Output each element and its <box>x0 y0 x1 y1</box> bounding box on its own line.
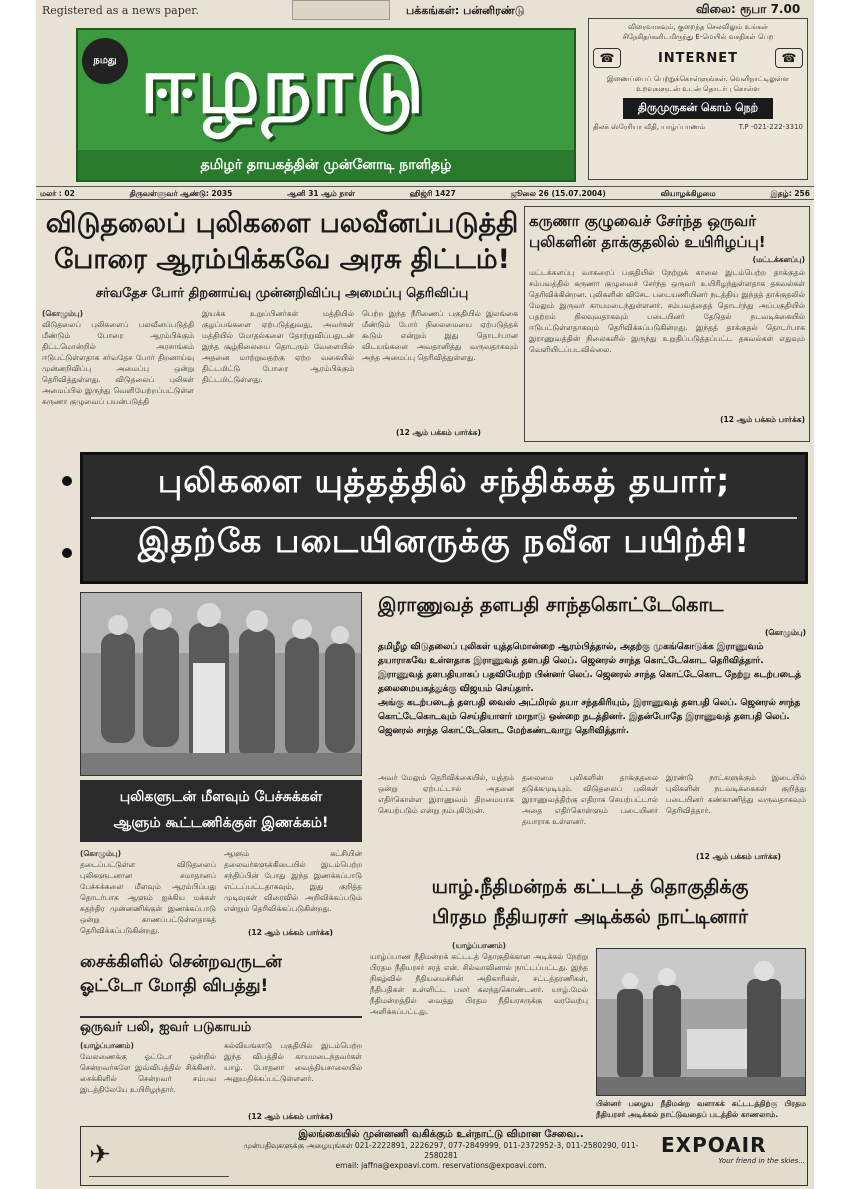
karuna-continued: (12 ஆம் பக்கம் பார்க்க) <box>720 415 805 424</box>
expoair-email: email: jaffna@expoavi.com. reservations@expoavi.com. <box>335 1161 547 1170</box>
ad-address: திலக் ஸ்ரேரியா வீதி, யாழ்ப்பாணம் <box>593 123 706 131</box>
banner-divider <box>91 517 797 519</box>
newspaper-page <box>36 0 814 1189</box>
ltte-headline-line-2: போரை ஆரம்பிக்கவே அரசு திட்டம்! <box>54 244 510 275</box>
army-column-a: அவர் மேலும் தெரிவிக்கையில், யுத்தம் ஒன்று ஏற்பட்டால் அதனை எதிர்கொள்ள இராணுவம் திறமையாக செயற்படும் என்று நம்புகிறேன். <box>378 773 514 815</box>
telephone-icon: ☎ <box>775 48 803 68</box>
ltte-column-1 <box>42 308 194 438</box>
dateline-weekday: வியாழக்கிழமை <box>660 189 716 198</box>
ltte-continued: (12 ஆம் பக்கம் பார்க்க) <box>396 428 481 437</box>
dateline-bar <box>36 186 814 200</box>
karuna-body: மட்டக்களப்பு வாகரைப் பகுதியில் நேற்றுக் காலை இடம்பெற்ற தாக்குதல் சம்பவத்தில் கருணா குழுவைச் சேர்ந்த ஒருவர் உயிரிழந்துள்ளதாக தகவல்கள் தெரிவிக்கின்றன. புலிகளின் விசேட படையணியினர் நடத்திய இந்தத் தாக்குதலில் மேலும் இருவர் காயமடைந்துள்ளனர். சம்பவத்தைத் தொடர்ந்து அப்பகுதியில் பதற்றம் நிலவுவதாகவும் படையினர் தேடுதல் நடவடிக்கையில் ஈடுபட்டுள்ளதாகவும் தெரிவிக்கப்படுகின்றது. இந்தத் தாக்குதல் தொடர்பாக இராணுவத்தின் நிலைகளில் இருந்து உறுதிப்படுத்தப்பட்ட தகவல்கள் எதுவும் வெளியிடப்படவில்லை. <box>529 268 805 354</box>
army-column-b: தலைமை புலிகளின் தாக்குதலை தடுக்கமுடியும். விடுதலைப் புலிகள் இராணுவத்திற்கு எதிராக செயற்பட்டால் அதை எதிர்கொள்ளும் படையினர் தயாராக உள்ளனர். <box>522 773 658 826</box>
cycle-column-1 <box>80 1040 216 1122</box>
court-body-text: யாழ்ப்பாண நீதிமன்றக் கட்டடத் தொகுதிக்கான அடிக்கல் நேற்று பிரதம நீதியரசர் சரத் என். சில்வாவினால் நாட்டப்பட்டது. இந்த நிகழ்வில் நீதியமைச்சின் அதிகாரிகள், சட்டத்தரணிகள், நீதிபதிகள் உள்ளிட்ட பலர் கலந்துகொண்டனர். யாழ்.மேல் நீதிமன்றத்தில் வைத்து பிரதம நீதியரசருக்கு வரவேற்பு அளிக்கப்பட்டது. <box>370 952 588 1016</box>
court-body <box>370 940 588 1122</box>
ltte-headline-line-1: விடுதலைப் புலிகளை பலவீனப்படுத்தி <box>45 208 519 239</box>
court-headline-line-2: பிரதம நீதியரசர் அடிக்கல் நாட்டினார் <box>432 906 748 928</box>
ltte-place: (கொழும்பு) <box>42 309 84 318</box>
expoair-ad-text <box>231 1129 651 1171</box>
cycle-headline <box>80 950 362 998</box>
ad-top-text: விரைவாகவும், குறைந்த செலவிலும் உங்கள் சிநேகிதர்களிடமிருந்து E-மெயில் வசதிகள் பெற <box>622 23 774 41</box>
court-photo-figures <box>597 949 806 1096</box>
karuna-headline: கருணா குழுவைச் சேர்ந்த ஒருவர் புலிகளின் தாக்குதலில் உயிரிழப்பு! <box>529 212 766 251</box>
talks-headline-line-1: புலிகளுடன் மீளவும் பேச்சுக்கள் <box>119 789 323 805</box>
cycle-continued: (12 ஆம் பக்கம் பார்க்க) <box>248 1112 333 1121</box>
talks-headline-line-2: ஆளும் கூட்டணிக்குள் இணக்கம்! <box>113 815 329 831</box>
ad-internet-label: INTERNET <box>657 50 739 66</box>
army-body <box>378 626 806 738</box>
ad-brand: திருமுருகன் கொம் நெற் <box>623 98 773 119</box>
airplane-icon: ✈ <box>89 1137 229 1177</box>
masthead-logo <box>76 28 576 182</box>
army-continued: (12 ஆம் பக்கம் பார்க்க) <box>696 852 781 861</box>
ink-stamp <box>292 0 390 20</box>
main-banner <box>80 452 808 584</box>
logo-small-label: நமது <box>82 38 128 84</box>
ad-phone: T.P -021-222-3310 <box>738 123 803 131</box>
dateline-day: ஆனி 31 ஆம் நாள் <box>287 189 355 198</box>
cycle-column-2: கல்வியங்காடு பகுதியில் இடம்பெற்ற இந்த விபத்தில் காயமடைந்தவர்கள் யாழ். போதனா வைத்தியசாலையில் அனுமதிக்கப்பட்டுள்ளனர். <box>224 1041 362 1083</box>
binding-hole <box>62 476 72 486</box>
court-place: (யாழ்ப்பாணம்) <box>452 941 506 950</box>
page-count: பக்கங்கள்: பன்னிரண்டு <box>406 4 525 17</box>
ltte-headline <box>42 206 522 278</box>
army-column-c: இரண்டு நாட்களுக்கும் இடையில் புலிகளின் நடவடிக்கைகள் குறித்து படையினர் கண்காணித்து வருவதாகவும் தெரிவித்தார். <box>666 773 806 815</box>
newspaper-tagline: தமிழர் தாயகத்தின் முன்னோடி நாளிதழ் <box>78 150 574 180</box>
expoair-brand: EXPOAIR <box>661 1133 767 1157</box>
court-caption: பின்னர் பழைய நீதிமன்ற வளாகக் கட்டடத்திற்கு பிரதம நீதியரசர் அடிக்கல் நாட்டுவதைப் படத்தில் காணலாம். <box>596 1099 806 1119</box>
expoair-ad <box>80 1126 808 1186</box>
karuna-story-box <box>524 206 810 442</box>
court-ceremony-photo <box>596 948 806 1096</box>
dateline-malar: மலர் : 02 <box>40 189 75 198</box>
cycle-headline-line-2: ஓட்டோ மோதி விபத்து! <box>80 976 269 996</box>
army-para-3: அங்கு கடற்படைத் தளபதி வைஸ் அட்மிரல் தயா சந்தகிரியும், இராணுவத் தளபதி லெப். ஜெனரல் சாந்த கொட்டேகொடவும் செய்தியாளர் மாநாடு ஒன்றை நடத்தினர். இதன்போதே இராணுவத் தளபதி லெப். ஜெனரல் சாந்த கொட்டேகொட மேற்கண்டவாறு தெரிவித்தார். <box>378 698 801 736</box>
talks-column-1 <box>80 848 216 940</box>
expoair-logo <box>661 1133 805 1179</box>
ltte-column-3: பெற்ற இந்த நீரிணைப் பகுதியில் இலங்கை மீண்டும் போர் நிலைமையை ஏற்படுத்தக் கூடும் என்றும் இது தொடர்பான விடயங்களை அவதானித்து வருவதாகவும் அந்த அமைப்பு தெரிவித்துள்ளது. <box>362 309 518 362</box>
dateline-issue: இதழ்: 256 <box>770 189 810 198</box>
army-para-1: தமிழீழ விடுதலைப் புலிகள் யுத்தமொன்றை ஆரம்பித்தால், அதற்கு முகங்கொடுக்க இராணுவம் தயாராகவே உள்ளதாக இராணுவத் தளபதி லெப். ஜெனரல் சாந்த கொட்டேகொட தெரிவித்தார். <box>378 642 764 666</box>
dateline-date: ஜூலை 26 (15.07.2004) <box>510 189 606 198</box>
ad-internet-row <box>593 48 803 68</box>
cycle-subhead: ஒருவர் பலி, ஐவர் படுகாயம் <box>80 1016 362 1036</box>
expoair-slogan: Your friend in the skies... <box>718 1157 805 1165</box>
cycle-place: (யாழ்ப்பாணம்) <box>80 1041 134 1050</box>
court-headline <box>370 872 810 932</box>
expoair-headline: இலங்கையில் முன்னணி வகிக்கும் உள்நாட்டு விமான சேவை.. <box>298 1129 584 1140</box>
talks-column-1-text: தடைப்பட்டுள்ள விடுதலைப் புலிகளுடனான சமாதானப் பேச்சுக்களை மீளவும் ஆரம்பிப்பது தொடர்பாக ஆளும் ஐக்கிய மக்கள் சுதந்திர முன்னணிக்குள் இணக்கப்பாடு ஒன்று காணப்பட்டுள்ளதாகத் தெரிவிக்கப்படுகின்றது. <box>80 860 216 935</box>
army-chief-photo <box>80 592 362 776</box>
photo-figures <box>81 593 362 776</box>
expoair-details: முன்பதிவுகளுக்கு அழையுங்கள் 021-2222891, 2226297, 077-2849999, 011-2372952-3, 011-2580290, 011-2580281 <box>243 1141 639 1160</box>
court-headline-line-1: யாழ்.நீதிமன்றக் கட்டடத் தொகுதிக்கு <box>431 876 749 898</box>
talks-place: (கொழும்பு) <box>80 849 122 858</box>
ltte-subhead: சர்வதேச போர் திறனாய்வு முன்னறிவிப்பு அமைப்பு தெரிவிப்பு <box>95 286 469 301</box>
binding-hole <box>62 548 72 558</box>
army-para-2: இராணுவத் தளபதியாகப் பதவியேற்ற பின்னர் லெப். ஜெனரல் சாந்த கொட்டேகொட நேற்று கடற்படைத் தலைமையகத்துக்கு விஜயம் செய்தார். <box>378 670 802 694</box>
talks-column-2: ஆளும் கட்சியின் தலைவர்களுக்கிடையில் இடம்பெற்ற சந்திப்பின் போது இந்த இணக்கப்பாடு எட்டப்பட்டதாகவும், இது குறித்த முடிவுகள் விரைவில் அறிவிக்கப்படும் என்றும் தெரிவிக்கப்படுகின்றது. <box>224 849 362 913</box>
ltte-column-1-text: விடுதலைப் புலிகளைப் பலவீனப்படுத்தி மீண்டும் போரை ஆரம்பிக்கும் திட்டமொன்றில் அரசாங்கம் ஈடுபட்டுள்ளதாக சர்வதேச போர் திறனாய்வு முன்னறிவிப்பு அமைப்பு ஒன்று தெரிவித்துள்ளது. விடுதலைப் புலிகள் அமைப்பில் இருந்து வெளியேற்றப்பட்டுள்ள கருணா குழுவைப் பயன்படுத்தி <box>42 320 194 406</box>
price: விலை: ரூபா 7.00 <box>696 2 801 16</box>
banner-line-2: இதற்கே படையினருக்கு நவீன பயிற்சி! <box>137 521 751 560</box>
army-place: (கொழும்பு) <box>764 628 806 637</box>
ad-footer <box>593 123 803 132</box>
ad-mid-text: இணைப்பைப் பெற்றுக்கொள்ளுங்கள். வெளிநாட்டிலுள்ள உறவுகளுடன் உடன் தொடர்பு கொள்ள <box>607 75 789 93</box>
talks-headline-box <box>80 780 362 842</box>
karuna-place: (மட்டக்களப்பு) <box>752 255 805 264</box>
talks-continued: (12 ஆம் பக்கம் பார்க்க) <box>248 928 333 937</box>
banner-line-1: புலிகளை யுத்தத்தில் சந்திக்கத் தயார்; <box>157 461 731 500</box>
cycle-headline-line-1: சைக்கிளில் சென்றவருடன் <box>80 952 282 972</box>
newspaper-title: ஈழநாடு <box>140 41 427 131</box>
telephone-icon: ☎ <box>593 48 621 68</box>
dateline-year: திருவள்ளுவர் ஆண்டு: 2035 <box>129 189 233 198</box>
army-headline: இராணுவத் தளபதி சாந்தகொட்டேகொட <box>378 594 724 616</box>
dateline-hijri: ஹிஜ்ரி 1427 <box>409 189 456 198</box>
ltte-column-2: இயக்க உறுப்பினர்கள் மத்தியில் குழப்பங்களை ஏற்படுத்துவது, அவர்கள் மத்தியில் மோதல்களை தோற்றுவிப்பதுடன் இந்த சூழ்நிலையை தொடரும் வேளையில் அதனை மாற்றுவதற்கு ஏற்ற வகையில் திட்டமிட்டு போரை ஆரம்பிக்கும் திட்டமிட்டுள்ளது. <box>202 309 354 384</box>
internet-ad <box>588 18 808 180</box>
cycle-column-1-text: வேலணைக்கு ஓட்டோ ஒன்றில் சென்றவர்களே இவ்விபத்தில் சிக்கினர். சைக்கிளில் சென்றவர் சம்பவ இடத்திலேயே உயிரிழந்தார். <box>80 1052 216 1094</box>
registered-notice: Registered as a news paper. <box>42 4 199 17</box>
